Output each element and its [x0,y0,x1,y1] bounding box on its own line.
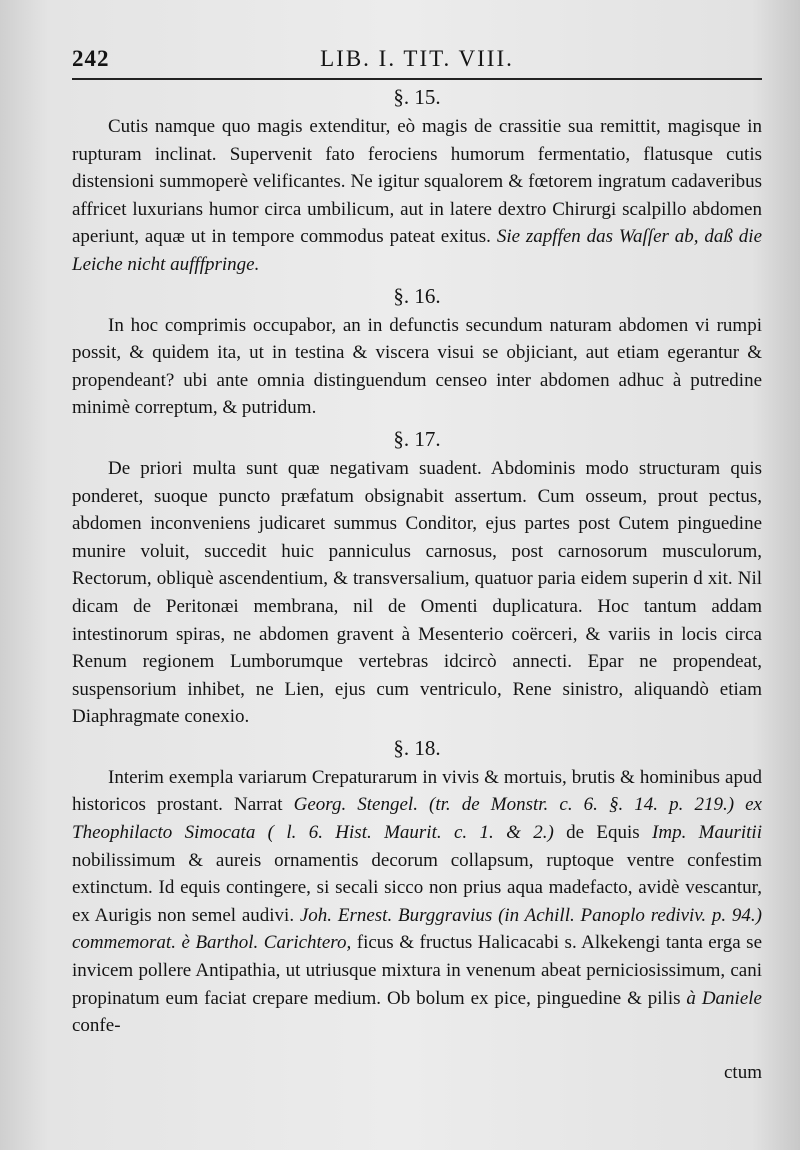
italic-citation: Joh. Ernest. Burggravius (in Achill. Panoplo rediviv. p. 94.) commemorat. è Barthol. Carichtero, [72,904,762,954]
body-text [72,84,762,1040]
text-run: Interim exempla variarum Crepaturarum in vivis & mortuis, brutis & hominibus apud historicos prostant. Narrat [72,766,762,816]
text-run: nobilissimum & aureis ornamentis decorum collapsum, ruptoque ventre confestim extinctum. Id equis contingere, si secali sicco non prius aqua madefacto, avidè vescantur, ex Aurigis non semel audivi. [72,849,762,926]
section-heading: §. 15. [393,85,441,109]
text-run: Cutis namque quo magis extenditur, eò magis de crassitie sua remittit, magisque in rupturam inclinat. Supervenit fato ferociens humorum fermentatio, flatusque cutis distensioni summoperè velificantes. Ne igitur squalorem & fœtorem ingratum cadaveribus affricet luxurians humor circa umbilicum, aut in latere dextro Chirurgi scalpillo abdomen aperiunt, aquæ ut in tempore commodus pateat exitus. [72,116,762,248]
running-title: LIB. I. TIT. VIII. [320,46,514,71]
section-heading: §. 16. [393,283,441,308]
text-run: De priori multa sunt quæ negativam suadent. Abdominis modo structuram quis ponderet, suoque puncto præfatum obsignabit assertum. Cum osseum, prout pectus, abdomen inconveniens judicaret summus Conditor, ejus partes post Cutem pinguedine munire voluit, succedit huic panniculus carnosus, post carnosorum musculorum, Rectorum, obliquè ascendentium, & transversalium, quatuor paria eidem superin d xit. Nil dicam de Peritonæi membrana, nil de Omenti duplicatura. Hoc tantum addam intestinorum spiras, ne abdomen gravent à Mesenterio coërceri, & variis in locis circa Renum regionem Lumborumque vertebras idcircò annecti. Epar ne propendeat, suspensorium inhibet, ne Lien, ejus cum ventriculo, Rene sinistro, aliquandò etiam Diaphragmate conexio. [72,457,762,728]
italic-citation: à Daniele [686,987,762,1009]
text-run: In hoc comprimis occupabor, an in defunctis secundum naturam abdomen vi rumpi possit, & quidem ita, ut in testina & viscera visui se objiciant, aut etiam egerantur & propendeant? ubi ante omnia distinguendum censeo inter abdomen adhuc à putredine minimè correptum, & putridum. [72,314,762,419]
text-run: confe- [72,1015,121,1037]
section-paragraph [72,455,762,731]
text-run: ficus & fructus Halicacabi s. Alkekengi tanta erga se invicem pollere Antipathia, ut utriusque mixtura in venenum abeat perniciosissimum, cani propinatum eum faciat crepare medium. Ob bolum ex pice, pinguedine & pilis [72,932,763,1009]
page-number: 242 [72,46,110,71]
section-heading: §. 17. [393,426,441,451]
section-heading: §. 18. [393,735,441,760]
section-paragraph [72,113,762,279]
italic-citation: Georg. Stengel. (tr. de Monstr. c. 6. §. 14. p. 219.) ex Theophilacto Simocata ( l. 6. Hist. Maurit. c. 1. & 2.) [72,794,762,844]
section-paragraph [72,312,762,422]
italic-citation: Imp. Mauritii [652,822,762,844]
catchword: ctum [724,1062,762,1083]
page-header [72,42,762,80]
text-run: de Equis [553,822,653,844]
italic-citation: Sie zapffen das Waſſer ab, daß die Leiche nicht aufffpringe. [72,226,762,275]
section-paragraph [72,764,762,1040]
